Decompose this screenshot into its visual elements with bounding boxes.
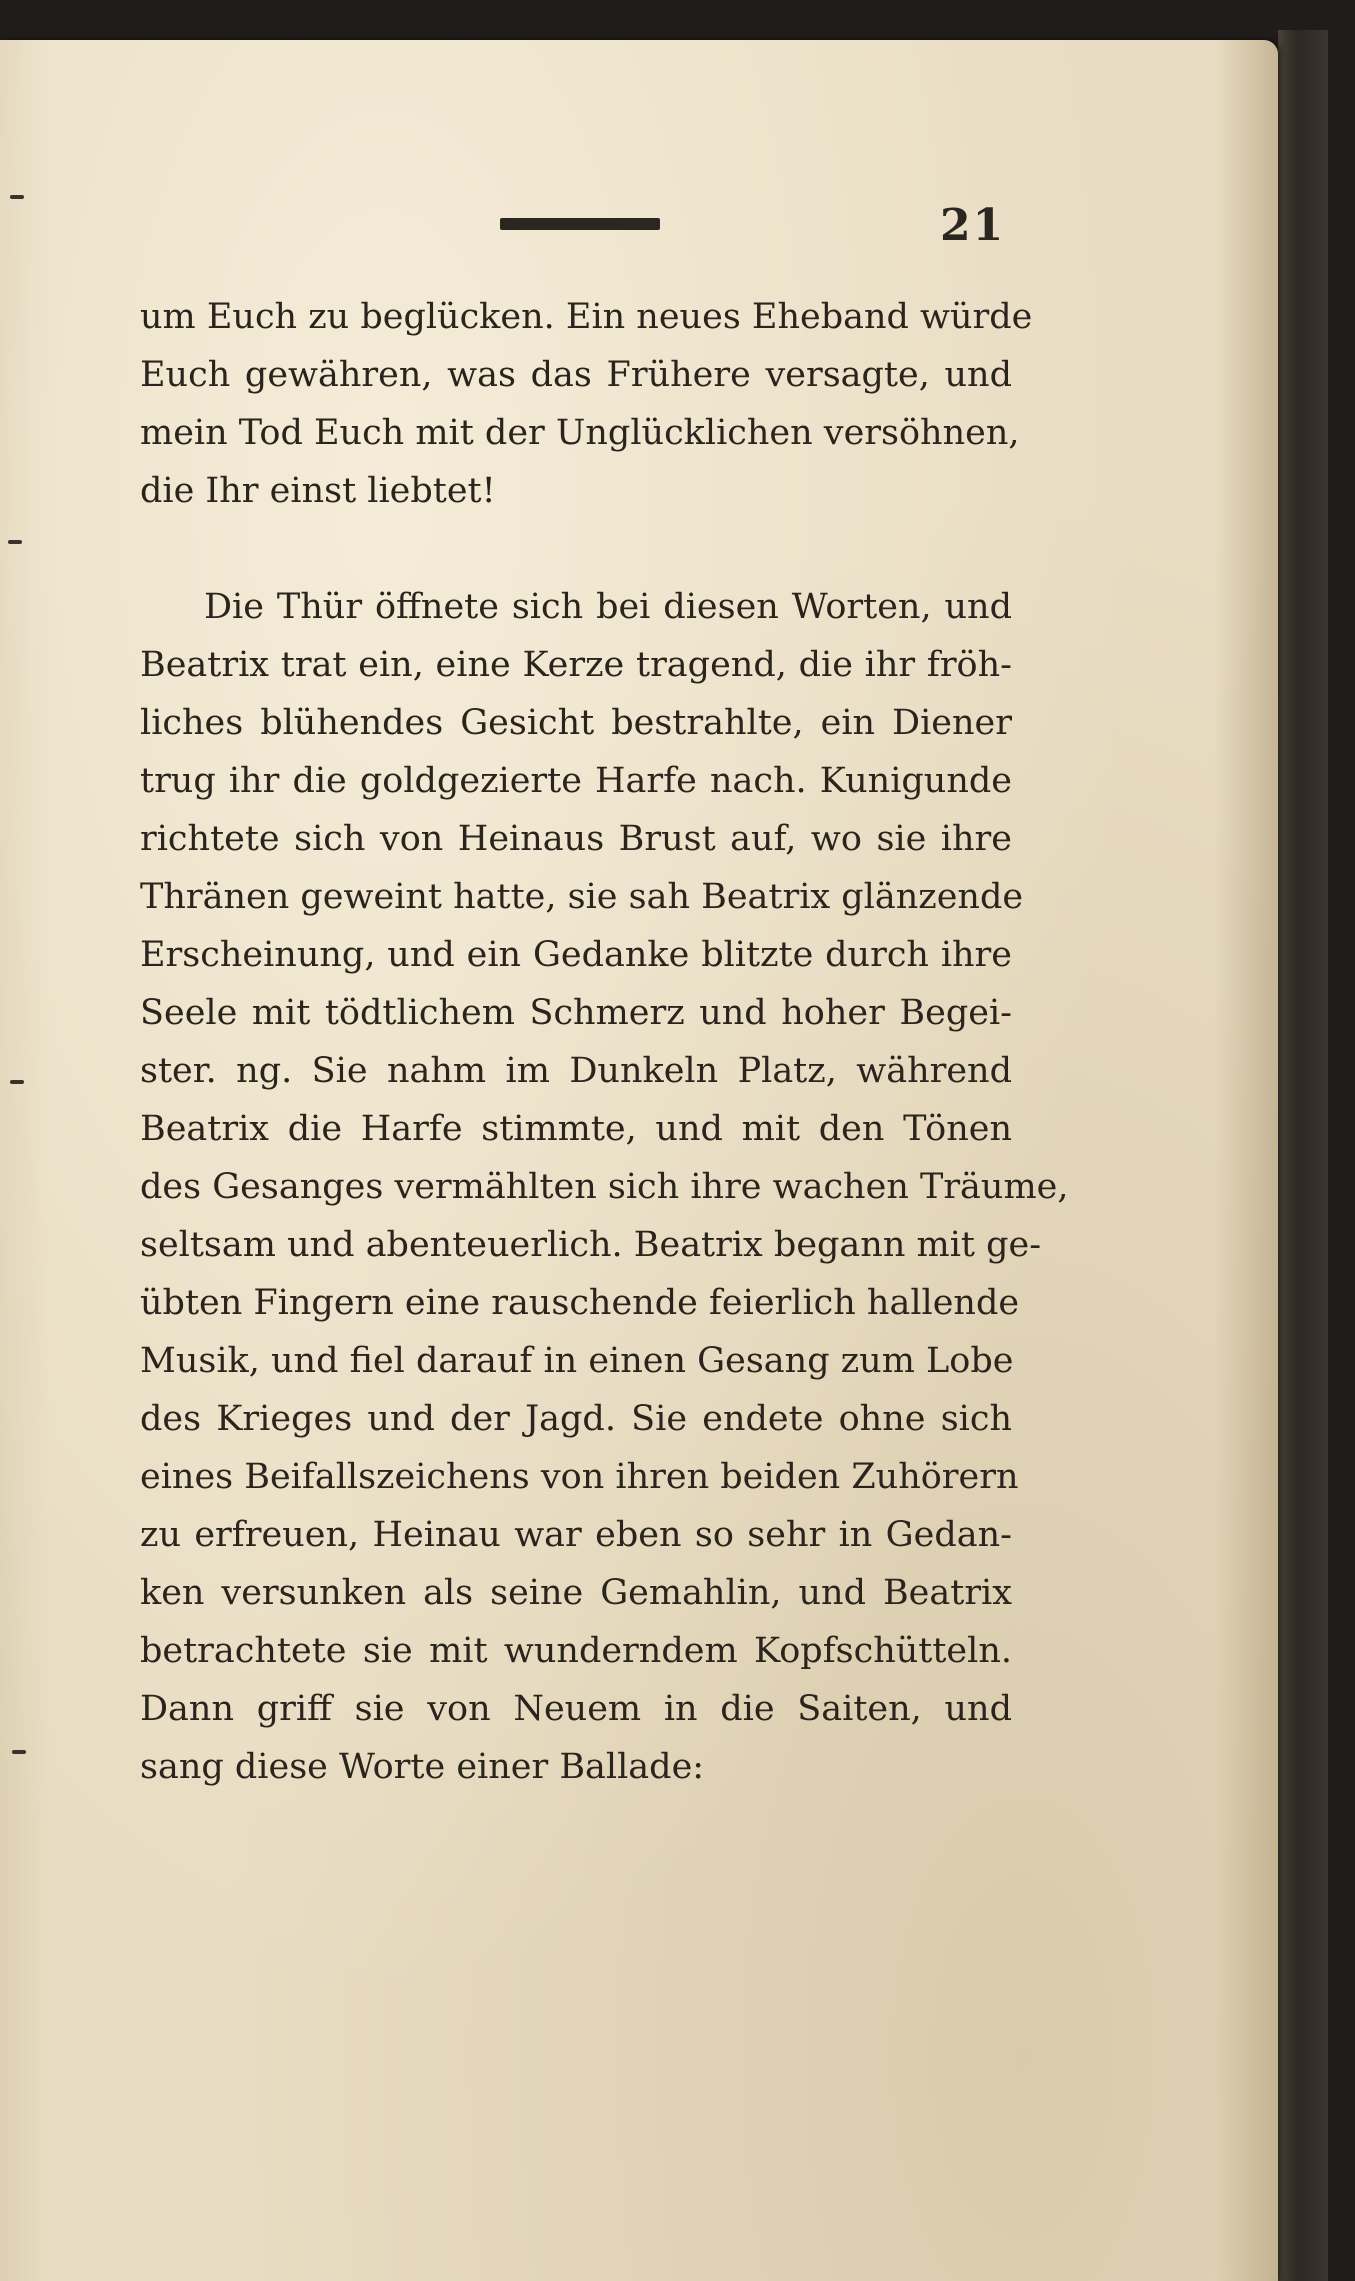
text-line: eines Beifallszeichens von ihren beiden Zuhörern bbox=[140, 1457, 1019, 1497]
text-line: des Krieges und der Jagd. Sie endete ohne sich bbox=[140, 1399, 1012, 1439]
text-line: Euch gewähren, was das Frühere versagte, und bbox=[140, 355, 1012, 395]
book-spine-edge bbox=[1278, 30, 1328, 2281]
text-line: ster. ng. Sie nahm im Dunkeln Platz, während bbox=[140, 1051, 1012, 1091]
text-line: Beatrix trat ein, eine Kerze tragend, die ihr fröh- bbox=[140, 645, 1012, 685]
text-line: liches blühendes Gesicht bestrahlte, ein Diener bbox=[140, 703, 1012, 743]
text-line: um Euch zu beglücken. Ein neues Eheband würde bbox=[140, 297, 1033, 337]
body-text bbox=[140, 288, 1069, 1796]
margin-mark bbox=[12, 1750, 26, 1754]
text-line: übten Fingern eine rauschende feierlich hallende bbox=[140, 1283, 1020, 1323]
text-line: richtete sich von Heinaus Brust auf, wo sie ihre bbox=[140, 819, 1012, 859]
text-line: seltsam und abenteuerlich. Beatrix begann mit ge- bbox=[140, 1225, 1042, 1265]
text-line: Seele mit tödtlichem Schmerz und hoher Begei- bbox=[140, 993, 1012, 1033]
text-line: Thränen geweint hatte, sie sah Beatrix glänzende bbox=[140, 877, 1024, 917]
text-line: Beatrix die Harfe stimmte, und mit den Tönen bbox=[140, 1109, 1012, 1149]
text-line: betrachtete sie mit wunderndem Kopfschütteln. bbox=[140, 1631, 1012, 1671]
text-line: Musik, und fiel darauf in einen Gesang zum Lobe bbox=[140, 1341, 1014, 1381]
page-number: 21 bbox=[940, 200, 1006, 251]
text-line: ken versunken als seine Gemahlin, und Beatrix bbox=[140, 1573, 1012, 1613]
text-line: Erscheinung, und ein Gedanke blitzte durch ihre bbox=[140, 935, 1012, 975]
text-line: des Gesanges vermählten sich ihre wachen Träume, bbox=[140, 1167, 1069, 1207]
text-line: mein Tod Euch mit der Unglücklichen versöhnen, bbox=[140, 413, 1020, 453]
margin-mark bbox=[8, 540, 22, 544]
text-line: trug ihr die goldgezierte Harfe nach. Kunigunde bbox=[140, 761, 1012, 801]
header-rule bbox=[500, 218, 660, 230]
text-line: Dann griff sie von Neuem in die Saiten, und bbox=[140, 1689, 1012, 1729]
margin-mark bbox=[10, 1080, 24, 1084]
paragraph bbox=[140, 578, 1069, 1796]
text-line: zu erfreuen, Heinau war eben so sehr in Gedan- bbox=[140, 1515, 1012, 1555]
text-line: sang diese Worte einer Ballade: bbox=[140, 1747, 705, 1787]
paragraph bbox=[140, 288, 1033, 520]
text-line: die Ihr einst liebtet! bbox=[140, 471, 496, 511]
text-line: Die Thür öffnete sich bei diesen Worten, und bbox=[204, 587, 1012, 627]
paragraph-gap bbox=[140, 520, 1012, 578]
margin-mark bbox=[10, 195, 24, 199]
